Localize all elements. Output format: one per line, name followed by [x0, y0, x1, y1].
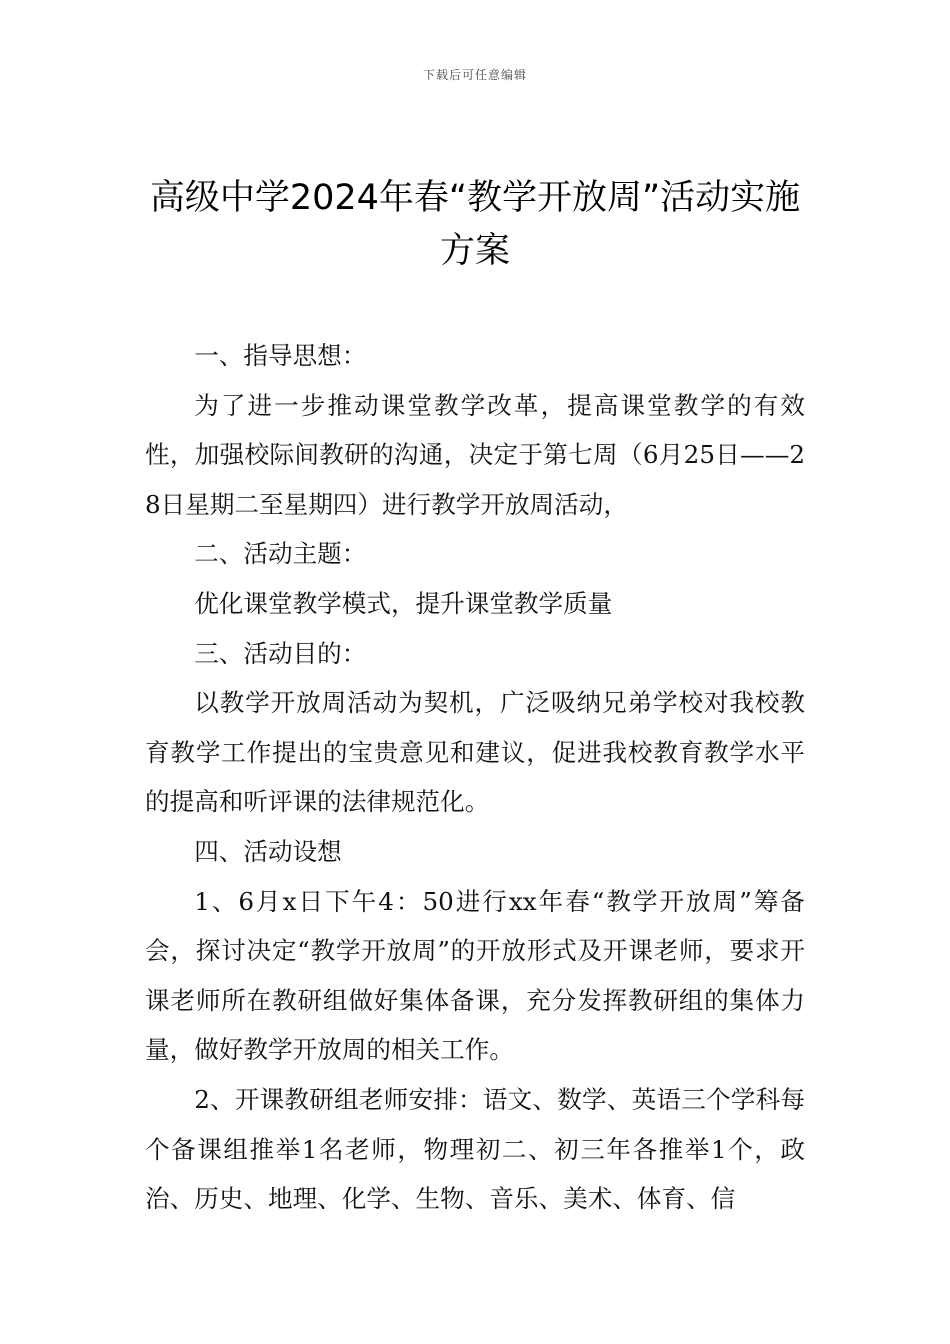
paragraph-activity-purpose: 以教学开放周活动为契机，广泛吸纳兄弟学校对我校教育教学工作提出的宝贵意见和建议，促进我校教育教学水平的提高和听评课的法律规范化。 — [145, 688, 805, 817]
section-heading-activity-purpose: 三、活动目的： — [194, 638, 367, 668]
section-heading-guiding-ideology: 一、指导思想： — [194, 341, 367, 370]
paragraph-guiding-ideology: 为了进一步推动课堂教学改革，提高课堂教学的有效性，加强校际间教研的沟通，决定于第七周（6月25日——28日星期二至星期四）进行教学开放周活动， — [145, 390, 805, 519]
section-heading-activity-plan: 四、活动设想 — [194, 836, 342, 866]
paragraph-plan-item-1: 1、6月x日下午4：50进行xx年春“教学开放周”筹备会，探讨决定“教学开放周”的开放形式及开课老师，要求开课老师所在教研组做好集体备课，充分发挥教研组的集体力量，做好教学开放周的相关工作。 — [145, 886, 805, 1065]
paragraph-activity-theme: 优化课堂教学模式，提升课堂教学质量 — [194, 588, 613, 618]
section-heading-activity-theme: 二、活动主题： — [194, 539, 367, 569]
document-body — [145, 331, 805, 1224]
paragraph-plan-item-2: 2、开课教研组老师安排：语文、数学、英语三个学科每个备课组推举1名老师，物理初二、初三年各推举1个，政治、历史、地理、化学、生物、音乐、美术、体育、信 — [145, 1084, 805, 1214]
page-header-note: 下载后可任意编辑 — [422, 68, 527, 82]
document-title: 高级中学2024年春“教学开放周”活动实施方案 — [149, 178, 801, 271]
